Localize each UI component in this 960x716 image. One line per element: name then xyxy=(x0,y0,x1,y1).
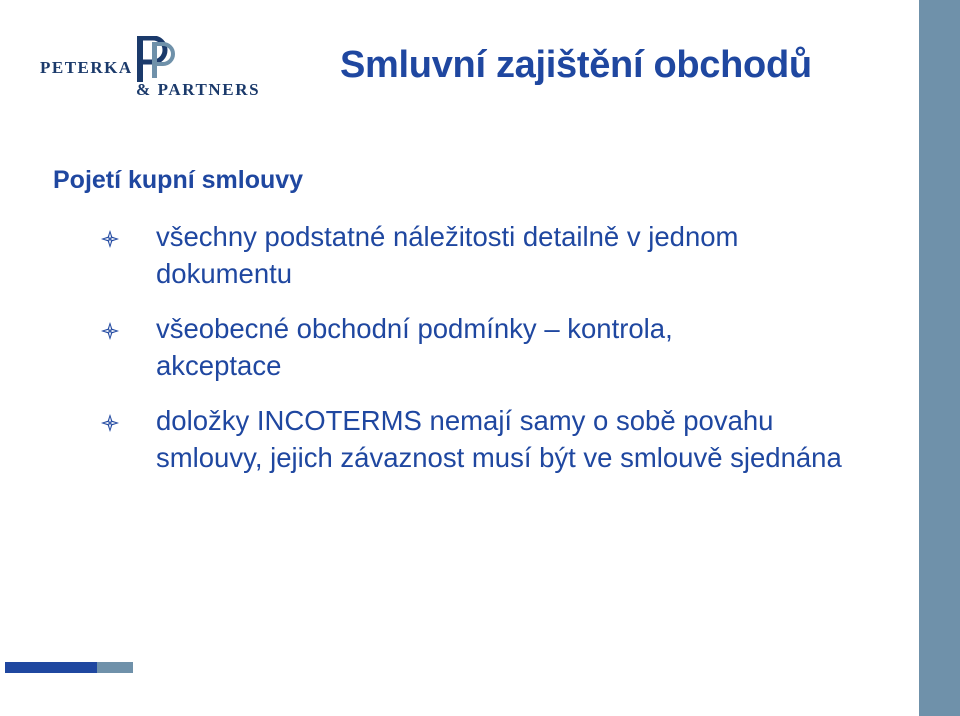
bullet-list xyxy=(100,218,900,494)
bullet-item xyxy=(100,402,900,476)
logo-text-partners: & PARTNERS xyxy=(136,80,261,99)
bullet-item xyxy=(100,218,900,292)
footer-accent-bar xyxy=(5,662,133,673)
bullet-text: doložky INCOTERMS nemají samy o sobě povahu smlouvy, jejich závaznost musí být ve smlouvě sjednána xyxy=(156,405,842,473)
pp-logo-icon xyxy=(135,36,215,84)
bullet-text: všechny podstatné náležitosti detailně v jednom dokumentu xyxy=(156,221,739,289)
right-accent-bar xyxy=(919,0,960,716)
logo-text-peterka: PETERKA xyxy=(40,58,133,77)
diamond-bullet-icon xyxy=(100,229,120,249)
diamond-bullet-icon xyxy=(100,321,120,341)
slide-title: Smluvní zajištění obchodů xyxy=(340,44,812,86)
footer-bar-light-segment xyxy=(97,662,133,673)
company-logo xyxy=(40,36,270,100)
bullet-text: všeobecné obchodní podmínky – kontrola, akceptace xyxy=(156,313,673,381)
footer-bar-dark-segment xyxy=(5,662,97,673)
bullet-item xyxy=(100,310,900,384)
diamond-bullet-icon xyxy=(100,413,120,433)
slide-subtitle: Pojetí kupní smlouvy xyxy=(53,166,304,194)
